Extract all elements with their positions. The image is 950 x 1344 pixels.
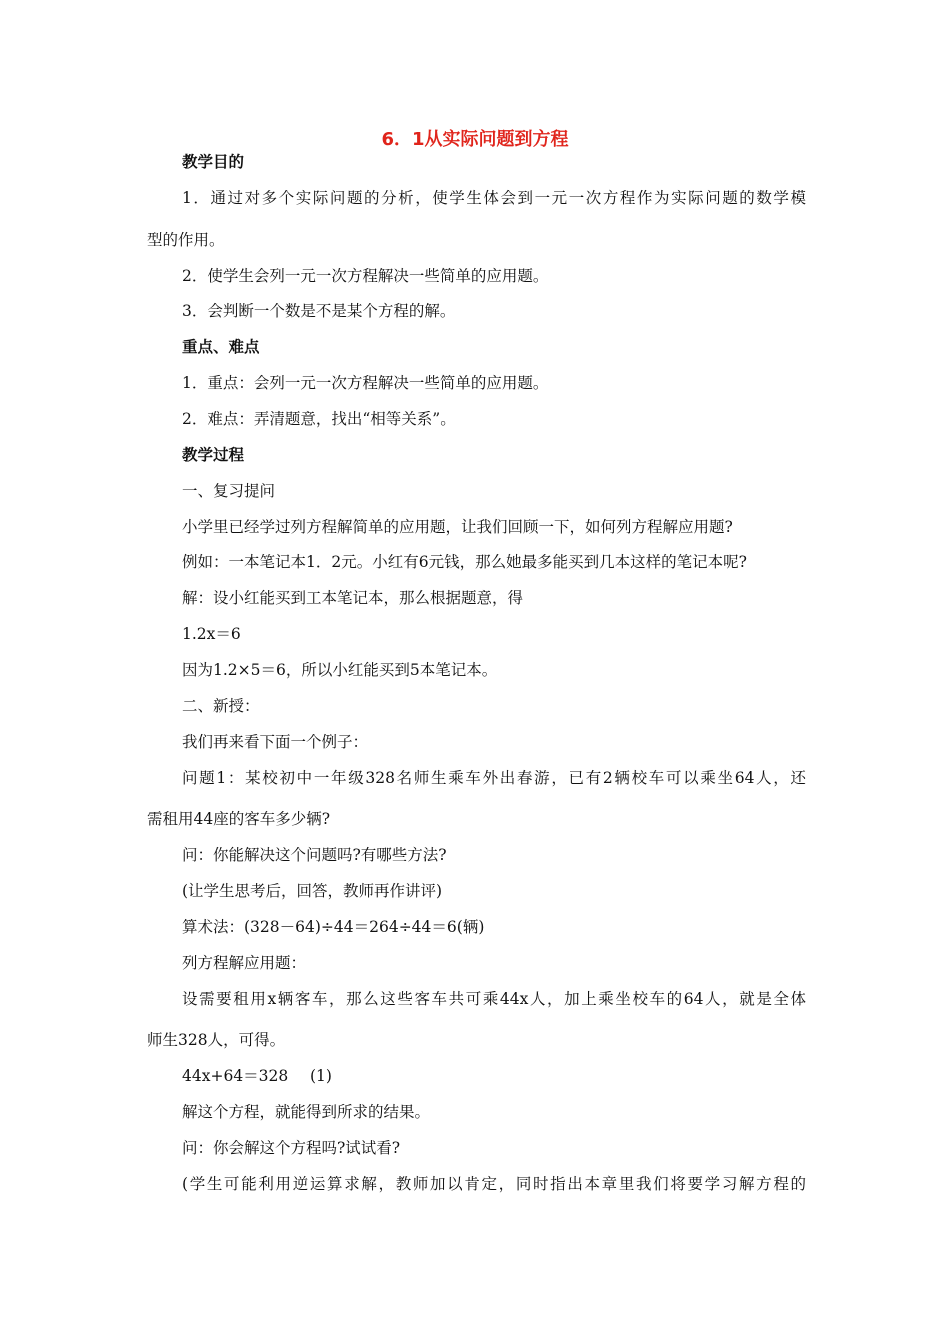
paragraph: 因为1.2×5＝6，所以小红能买到5本笔记本。 [182,661,498,679]
paragraph: 3．会判断一个数是不是某个方程的解。 [182,302,456,320]
equation: 44x+64＝328 [182,1067,289,1085]
paragraph: 算术法：(328－64)÷44＝264÷44＝6(辆) [182,918,485,936]
document-title: 6．1从实际问题到方程 [381,129,569,150]
heading-key-points: 重点、难点 [182,338,260,356]
paragraph: 问：你能解决这个问题吗?有哪些方法? [182,846,447,864]
heading-teaching-process: 教学过程 [182,446,245,464]
paragraph: 问题1：某校初中一年级328名师生乘车外出春游，已有2辆校车可以乘坐64人，还 [182,769,806,787]
equation: 1.2x＝6 [182,625,241,643]
paragraph: 问：你会解这个方程吗?试试看? [182,1139,401,1157]
heading-teaching-goals: 教学目的 [182,153,245,171]
subheading-review: 一、复习提问 [182,482,276,500]
paragraph: 师生328人，可得。 [147,1031,286,1049]
paragraph: 列方程解应用题： [182,954,307,972]
paragraph: 设需要租用x辆客车，那么这些客车共可乘44x人，加上乘坐校车的64人，就是全体 [182,990,806,1008]
paragraph: 解这个方程，就能得到所求的结果。 [182,1103,431,1121]
paragraph: 小学里已经学过列方程解简单的应用题，让我们回顾一下，如何列方程解应用题? [182,518,733,536]
paragraph: 例如：一本笔记本1．2元。小红有6元钱，那么她最多能买到几本这样的笔记本呢? [182,553,747,571]
subheading-new-lesson: 二、新授： [182,697,260,715]
paragraph: 解：设小红能买到工本笔记本，那么根据题意，得 [182,589,524,607]
paragraph: 2．使学生会列一元一次方程解决一些简单的应用题。 [182,267,549,285]
equation-label: (1) [310,1067,332,1085]
paragraph: 需租用44座的客车多少辆? [147,810,331,828]
paragraph: 型的作用。 [147,231,225,249]
paragraph: 2．难点：弄清题意，找出“相等关系”。 [182,410,456,428]
paragraph: 我们再来看下面一个例子： [182,733,369,751]
paragraph: (学生可能利用逆运算求解，教师加以肯定，同时指出本章里我们将要学习解方程的 [182,1175,806,1193]
paragraph: 1．重点：会列一元一次方程解决一些简单的应用题。 [182,374,549,392]
paragraph: 1．通过对多个实际问题的分析，使学生体会到一元一次方程作为实际问题的数学模 [182,189,806,207]
paragraph: (让学生思考后，回答，教师再作讲评) [182,882,443,900]
